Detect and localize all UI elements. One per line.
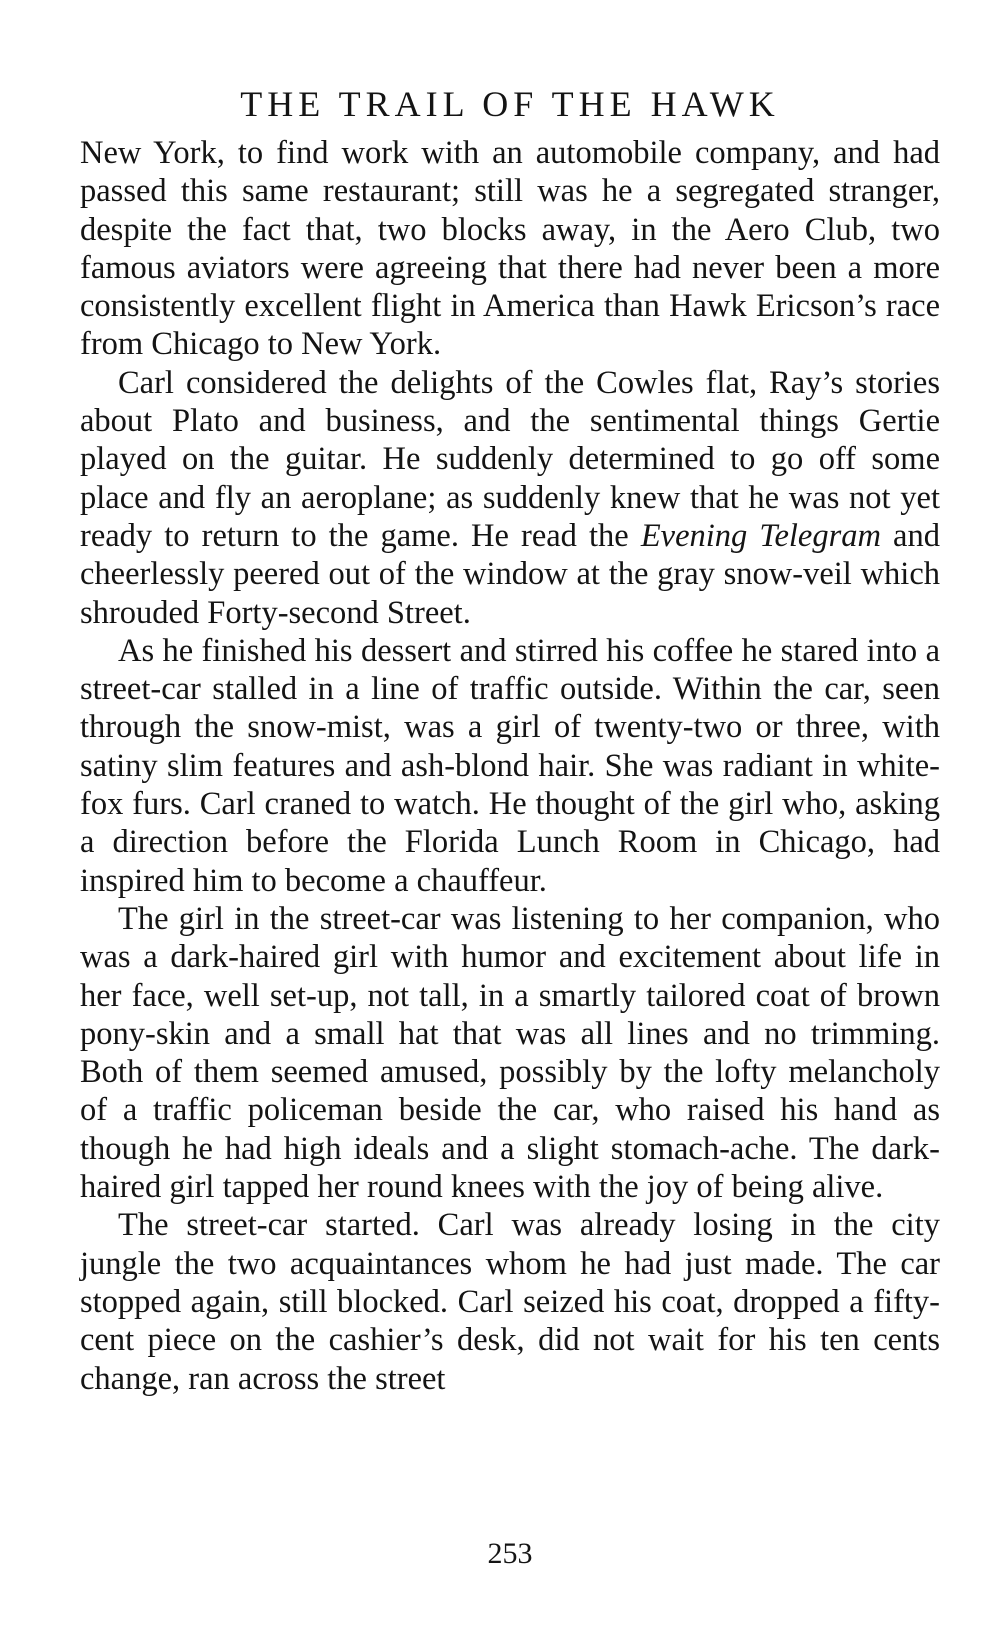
paragraph-text: The street-car started. Carl was already losing in the city jungle the two acquaintances whom he had just made. The car stopped again, still blocked. Carl seized his coat, dropped a fifty-cent piece on the cashier’s desk, did not wait for his ten cents change, ran across the street bbox=[80, 1207, 940, 1397]
paragraph-text: The girl in the street-car was listening to her companion, who was a dark-haired girl with humor and excitement about life in her face, well set-up, not tall, in a smartly tailored coat of brown pony-skin and a small hat that was all lines and no trimming. Both of them seemed amused, possibly by the lofty melancholy of a traffic policeman beside the car, who raised his hand as though he had high ideals and a slight stomach-ache. The dark-haired girl tapped her round knees with the joy of being alive. bbox=[80, 900, 940, 1206]
paragraph bbox=[80, 364, 940, 632]
newspaper-title: Evening Telegram bbox=[640, 517, 881, 554]
body-text bbox=[80, 134, 940, 1398]
paragraph bbox=[80, 1206, 940, 1397]
paragraph bbox=[80, 632, 940, 900]
paragraph-text: and cheerlessly peered out of the window at the gray snow-veil which shrouded Forty-second Street. bbox=[80, 517, 940, 631]
paragraph-text: New York, to find work with an automobile company, and had passed this same restaurant; still was he a segregated stranger, despite the fact that, two blocks away, in the Aero Club, two famous aviators were agreeing that there had never been a more consistently excellent flight in America than Hawk Ericson’s race from Chicago to New York. bbox=[80, 135, 940, 363]
paragraph-text: As he finished his dessert and stirred his coffee he stared into a street-car stalled in a line of traffic outside. Within the car, seen through the snow-mist, was a girl of twenty-two or three, with satiny slim features and ash-blond hair. She was radiant in white-fox furs. Carl craned to watch. He thought of the girl who, asking a direction before the Florida Lunch Room in Chicago, had inspired him to become a chauffeur. bbox=[80, 632, 940, 899]
paragraph bbox=[80, 900, 940, 1206]
page-number: 253 bbox=[487, 1537, 533, 1570]
paragraph-text: Carl considered the delights of the Cowles flat, Ray’s stories about Plato and business, and the sentimental things Gertie played on the guitar. He suddenly determined to go off some place and fly an aeroplane; as suddenly knew that he was not yet ready to return to the game. He read the bbox=[80, 364, 940, 554]
running-title: THE TRAIL OF THE HAWK bbox=[240, 84, 780, 124]
paragraph-continued bbox=[80, 134, 940, 364]
book-page bbox=[80, 80, 940, 1620]
